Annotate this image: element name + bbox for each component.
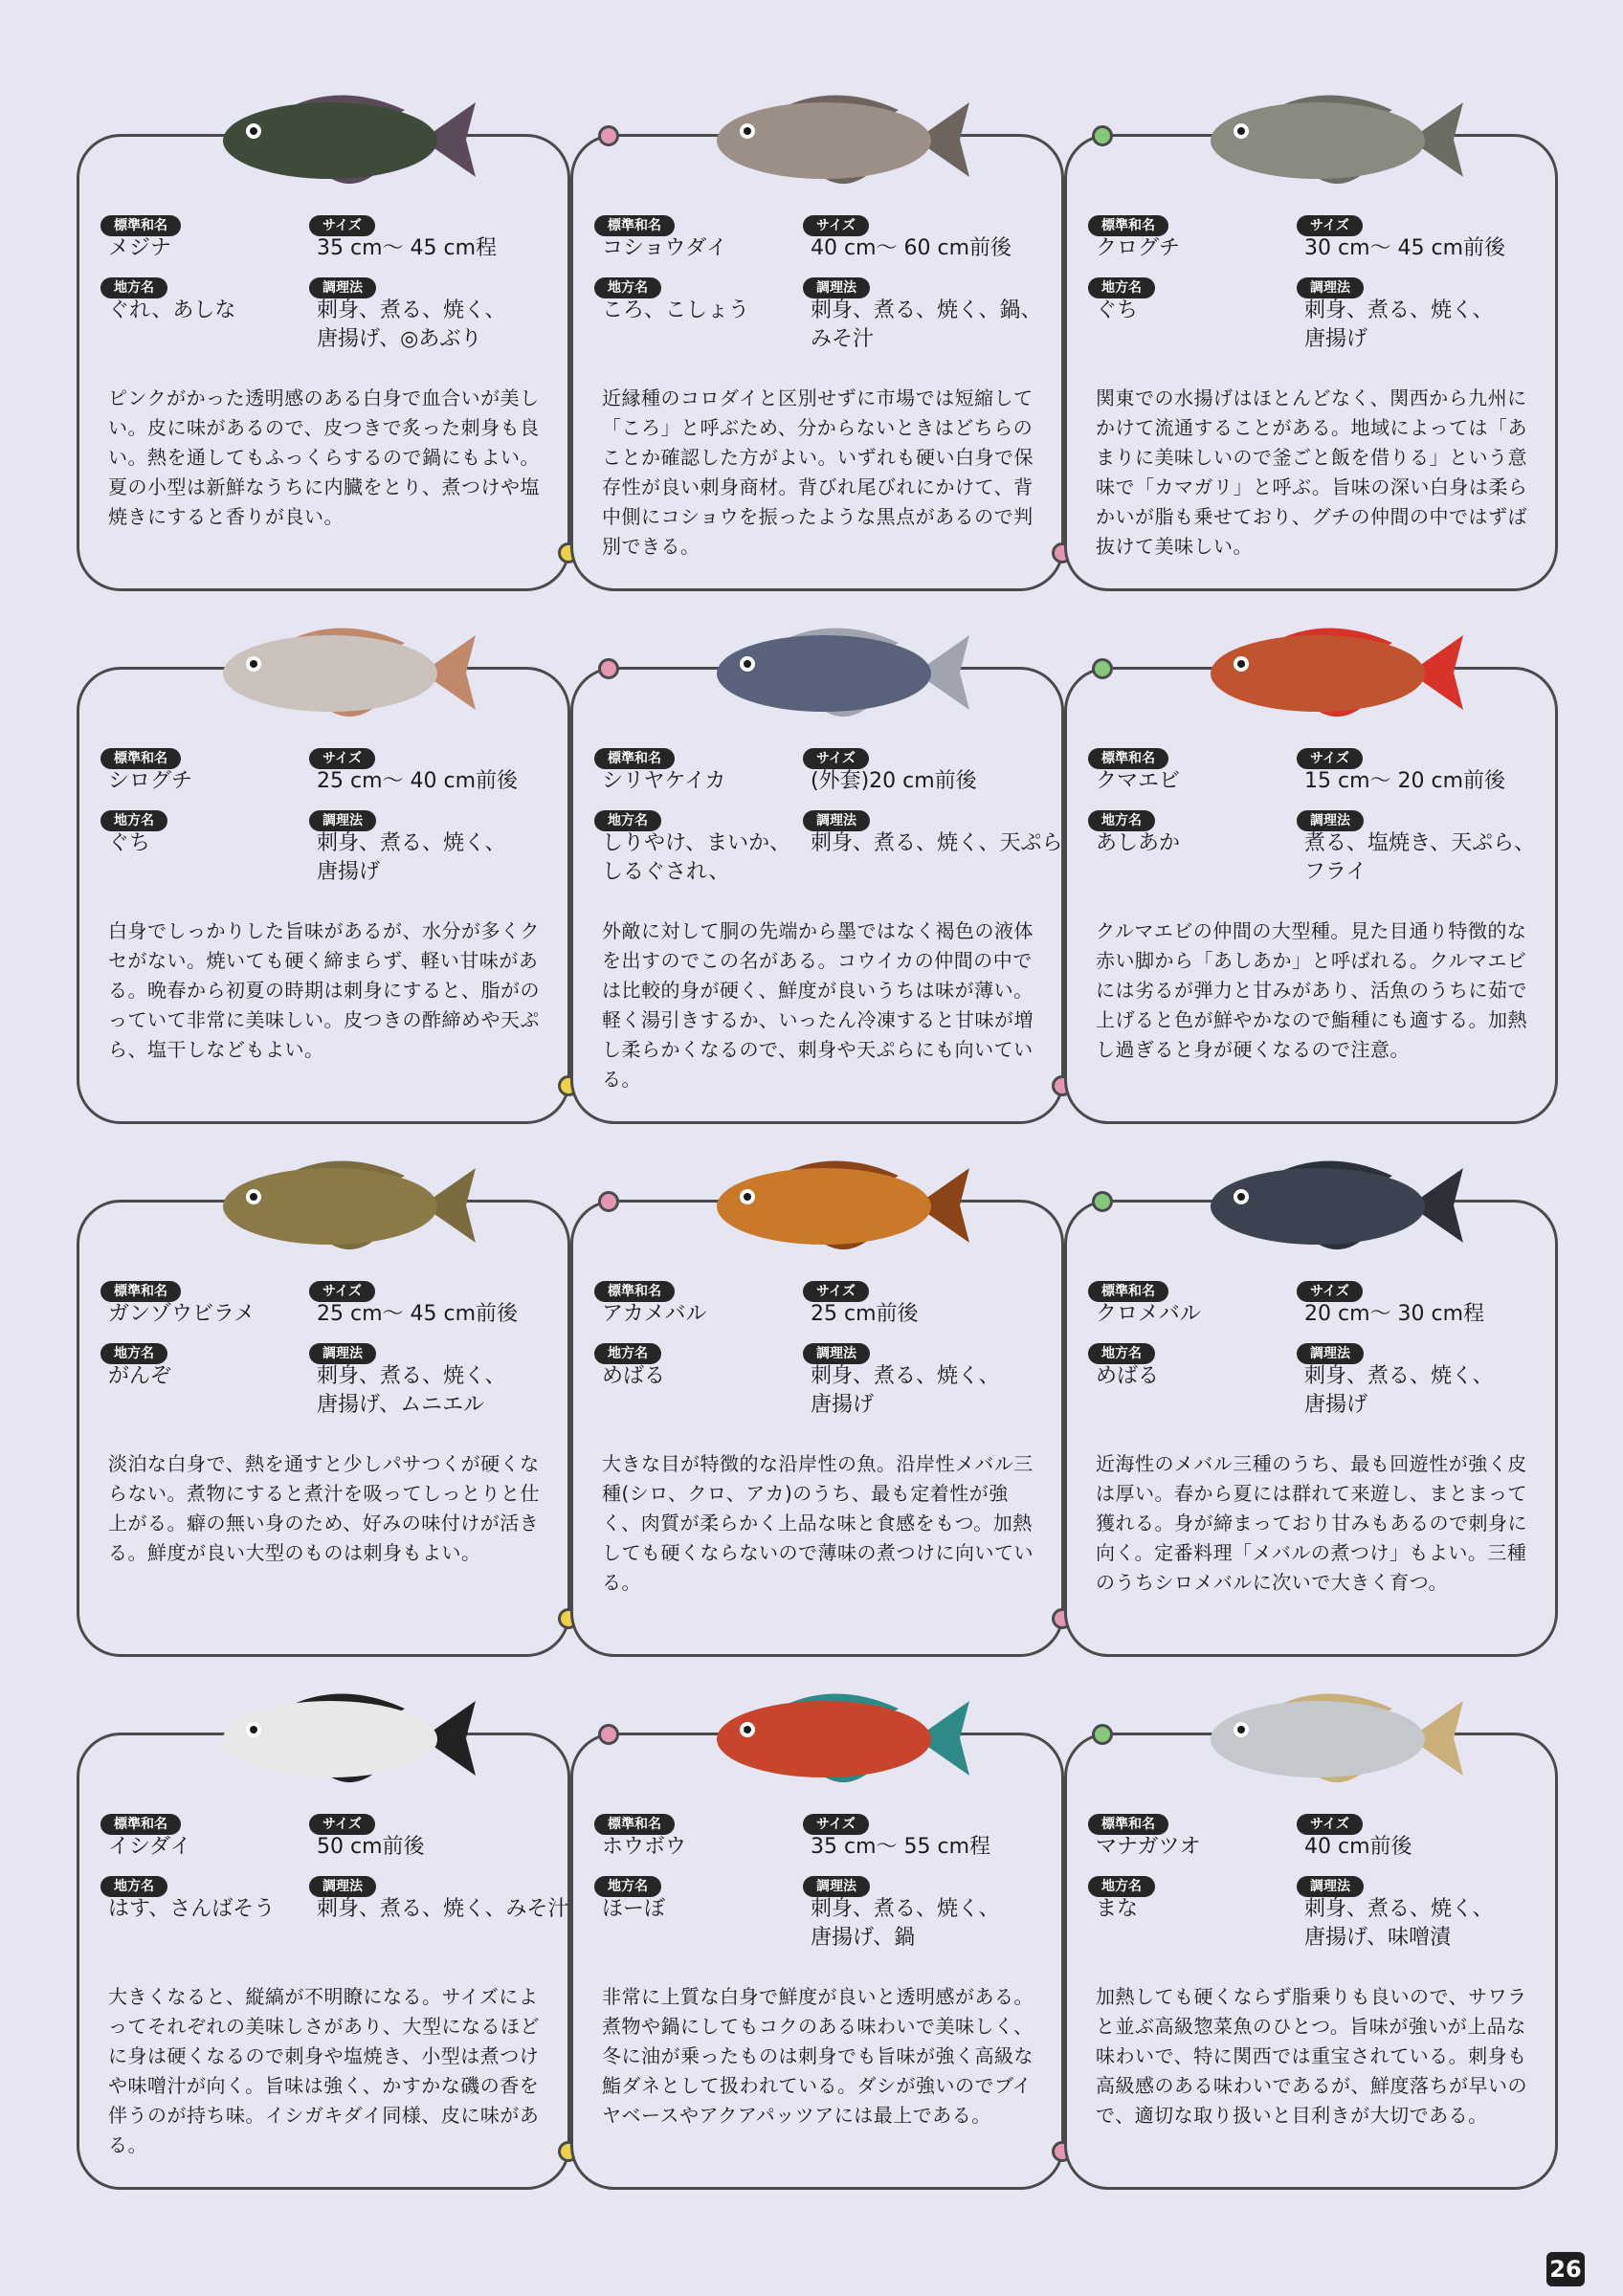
species-description: 関東での水揚げはほとんどなく、関西から九州にかけて流通することがある。地域によっては「あまりに美味しいので釜ごと飯を借りる」という意味で「カマガリ」と呼ぶ。旨味の深い白身は柔らかいが脂も乗せており、グチの仲間の中ではずば抜けて美味しい。 xyxy=(1096,386,1528,558)
standard-name-label: 標準和名 xyxy=(1088,215,1168,236)
standard-name-label: 標準和名 xyxy=(100,215,181,236)
page-number: 26 xyxy=(1546,2252,1585,2286)
corner-dot xyxy=(598,1724,619,1745)
species-description: 加熱しても硬くならず脂乗りも良いので、サワラと並ぶ高級惣菜魚のひとつ。旨味が強いが上品な味わいで、特に関西では重宝されている。刺身も高級感のある味わいであるが、鮮度落ちが早いので、適切な取り扱いと目利きが大切である。 xyxy=(1096,1985,1527,2127)
standard-name-label: 標準和名 xyxy=(1088,748,1168,769)
fish-illustration xyxy=(1191,74,1469,206)
fish-illustration xyxy=(1191,1672,1469,1804)
local-name-value: まな xyxy=(1096,1897,1139,1921)
local-name-label: 地方名 xyxy=(1088,277,1155,298)
species-description: 淡泊な白身で、熱を通すと少しパサつくが硬くならない。煮物にすると煮汁を吸ってしっとりと仕上がる。癖の無い身のため、好みの味付けが活きる。鮮度が良い大型のものは刺身もよい。 xyxy=(108,1452,540,1564)
local-name-label: 地方名 xyxy=(1088,810,1155,831)
species-description: 大きな目が特徴的な沿岸性の魚。沿岸性メバル三種(シロ、クロ、アカ)のうち、最も定着性が強く、肉質が柔らかく上品な味と食感をもつ。加熱しても硬くならないので薄味の煮つけに向いている。 xyxy=(602,1452,1034,1594)
species-description: 白身でしっかりした旨味があるが、水分が多くクセがない。焼いても硬く締まらず、軽い甘味がある。晩春から初夏の時期は刺身にすると、脂がのっていて非常に美味しい。皮つきの酢締めや天ぷら、塩干しなどもよい。 xyxy=(108,919,540,1061)
size-label: サイズ xyxy=(1297,748,1363,769)
size-label: サイズ xyxy=(803,748,869,769)
species-description: ピンクがかった透明感のある白身で血合いが美しい。皮に味があるので、皮つきで炙った刺身も良い。熱を通してもふっくらするので鍋にもよい。夏の小型は新鮮なうちに内臓をとり、煮つけや塩焼きにすると香りが良い。 xyxy=(108,386,540,528)
size-value: 40 cm～ 60 cm前後 xyxy=(811,236,1012,260)
species-photo xyxy=(1191,74,1469,206)
size-value: 25 cm～ 45 cm前後 xyxy=(317,1302,519,1326)
corner-dot xyxy=(598,125,619,146)
corner-dot xyxy=(1092,1724,1113,1745)
local-name-label: 地方名 xyxy=(1088,1876,1155,1897)
corner-dot xyxy=(598,658,619,679)
fish-illustration xyxy=(204,607,481,739)
size-value: 25 cm～ 40 cm前後 xyxy=(317,769,519,793)
corner-dot xyxy=(1092,658,1113,679)
cooking-value: 刺身、煮る、焼く、 唐揚げ xyxy=(317,831,506,884)
size-value: 25 cm前後 xyxy=(811,1302,919,1326)
fish-illustration xyxy=(204,74,481,206)
cooking-value: 刺身、煮る、焼く、 唐揚げ、味噌漬 xyxy=(1304,1897,1494,1950)
standard-name-label: 標準和名 xyxy=(1088,1814,1168,1835)
cooking-value: 刺身、煮る、焼く、天ぷら xyxy=(811,831,1063,855)
local-name-label: 地方名 xyxy=(100,1343,167,1364)
cooking-label: 調理法 xyxy=(309,1343,376,1364)
species-photo xyxy=(698,607,975,739)
cooking-label: 調理法 xyxy=(309,810,376,831)
cooking-label: 調理法 xyxy=(803,810,870,831)
size-label: サイズ xyxy=(309,215,375,236)
cooking-label: 調理法 xyxy=(309,277,376,298)
cooking-label: 調理法 xyxy=(309,1876,376,1897)
cooking-value: 刺身、煮る、焼く、みそ汁 xyxy=(317,1897,569,1921)
cooking-label: 調理法 xyxy=(1297,1343,1364,1364)
standard-name-value: マナガツオ xyxy=(1096,1835,1201,1859)
standard-name-label: 標準和名 xyxy=(100,1281,181,1302)
local-name-label: 地方名 xyxy=(100,1876,167,1897)
species-description: 非常に上質な白身で鮮度が良いと透明感がある。煮物や鍋にしてもコクのある味わいで美味しく、冬に油が乗ったものは刺身でも旨味が強く高級な鮨ダネとして扱われている。ダシが強いのでブイヤベースやアクアパッツアには最上である。 xyxy=(602,1985,1034,2127)
size-value: 50 cm前後 xyxy=(317,1835,425,1859)
species-photo xyxy=(698,1672,975,1804)
cooking-value: 刺身、煮る、焼く、 唐揚げ xyxy=(811,1364,1000,1417)
size-value: 20 cm～ 30 cm程 xyxy=(1304,1302,1485,1326)
local-name-value: はす、さんばそう xyxy=(108,1897,276,1921)
cooking-value: 煮る、塩焼き、天ぷら、 フライ xyxy=(1304,831,1536,884)
size-label: サイズ xyxy=(1297,215,1363,236)
local-name-value: めばる xyxy=(1096,1364,1160,1388)
size-value: 30 cm～ 45 cm前後 xyxy=(1304,236,1506,260)
fish-illustration xyxy=(698,1672,975,1804)
standard-name-value: クロメバル xyxy=(1096,1302,1201,1326)
species-card-4 xyxy=(77,667,570,1124)
species-card-8 xyxy=(570,1200,1064,1657)
size-value: 15 cm～ 20 cm前後 xyxy=(1304,769,1506,793)
local-name-label: 地方名 xyxy=(100,277,167,298)
corner-dot xyxy=(1092,1191,1113,1212)
local-name-label: 地方名 xyxy=(594,1343,661,1364)
species-card-6 xyxy=(1064,667,1558,1124)
cooking-label: 調理法 xyxy=(1297,1876,1364,1897)
species-photo xyxy=(204,1139,481,1271)
local-name-value: ほーぼ xyxy=(602,1897,666,1921)
standard-name-label: 標準和名 xyxy=(594,1814,675,1835)
species-card-11 xyxy=(570,1733,1064,2190)
cooking-value: 刺身、煮る、焼く、 唐揚げ xyxy=(1304,1364,1494,1417)
local-name-label: 地方名 xyxy=(594,1876,661,1897)
species-card-7 xyxy=(77,1200,570,1657)
species-description: 近海性のメバル三種のうち、最も回遊性が強く皮は厚い。春から夏には群れて来遊し、まとまって獲れる。身が締まっており甘みもあるので刺身に向く。定番料理「メバルの煮つけ」もよい。三種のうちシロメバルに次いで大きく育つ。 xyxy=(1096,1452,1527,1594)
standard-name-value: シログチ xyxy=(108,769,193,793)
size-label: サイズ xyxy=(803,1281,869,1302)
local-name-value: ぐち xyxy=(108,831,151,855)
size-value: 40 cm前後 xyxy=(1304,1835,1412,1859)
species-photo xyxy=(204,74,481,206)
standard-name-value: コショウダイ xyxy=(602,236,727,260)
species-description: 近縁種のコロダイと区別せずに市場では短縮して「ころ」と呼ぶため、分からないときはどちらのことか確認した方がよい。いずれも硬い白身で保存性が良い刺身商材。背びれ尾びれにかけて、背中側にコショウを振ったような黒点があるので判別できる。 xyxy=(602,386,1034,558)
size-value: 35 cm～ 45 cm程 xyxy=(317,236,498,260)
standard-name-value: クログチ xyxy=(1096,236,1181,260)
species-description: 外敵に対して胴の先端から墨ではなく褐色の液体を出すのでこの名がある。コウイカの仲間の中では比較的身が硬く、鮮度が良いうちは味が薄い。軽く湯引きするか、いったん冷凍すると甘味が増し柔らかくなるので、刺身や天ぷらにも向いている。 xyxy=(602,919,1034,1091)
cooking-value: 刺身、煮る、焼く、 唐揚げ、◎あぶり xyxy=(317,298,506,351)
fish-illustration xyxy=(698,1139,975,1271)
fish-illustration xyxy=(698,607,975,739)
cooking-value: 刺身、煮る、焼く、 唐揚げ xyxy=(1304,298,1494,351)
species-description: クルマエビの仲間の大型種。見た目通り特徴的な赤い脚から「あしあか」と呼ばれる。クルマエビには劣るが弾力と甘みがあり、活魚のうちに茹で上げると色が鮮やかなので鮨種にも適する。加熱し過ぎると身が硬くなるので注意。 xyxy=(1096,919,1527,1061)
local-name-value: ぐち xyxy=(1096,298,1139,322)
local-name-value: めばる xyxy=(602,1364,666,1388)
species-card-9 xyxy=(1064,1200,1558,1657)
species-photo xyxy=(1191,1672,1469,1804)
local-name-value: ぐれ、あしな xyxy=(108,298,236,322)
local-name-value: ころ、こしょう xyxy=(602,298,750,322)
standard-name-label: 標準和名 xyxy=(594,215,675,236)
species-photo xyxy=(204,1672,481,1804)
local-name-label: 地方名 xyxy=(1088,1343,1155,1364)
local-name-label: 地方名 xyxy=(594,810,661,831)
species-card-3 xyxy=(1064,134,1558,591)
cooking-label: 調理法 xyxy=(803,277,870,298)
cooking-value: 刺身、煮る、焼く、 唐揚げ、鍋 xyxy=(811,1897,1000,1950)
size-value: (外套)20 cm前後 xyxy=(811,769,977,793)
cooking-label: 調理法 xyxy=(803,1343,870,1364)
standard-name-label: 標準和名 xyxy=(1088,1281,1168,1302)
standard-name-label: 標準和名 xyxy=(100,1814,181,1835)
species-photo xyxy=(698,74,975,206)
standard-name-value: ホウボウ xyxy=(602,1835,687,1859)
size-label: サイズ xyxy=(309,1281,375,1302)
cooking-value: 刺身、煮る、焼く、鍋、 みそ汁 xyxy=(811,298,1042,351)
standard-name-value: ガンゾウビラメ xyxy=(108,1302,256,1326)
size-label: サイズ xyxy=(803,1814,869,1835)
species-card-2 xyxy=(570,134,1064,591)
species-photo xyxy=(204,607,481,739)
size-value: 35 cm～ 55 cm程 xyxy=(811,1835,991,1859)
species-card-5 xyxy=(570,667,1064,1124)
species-photo xyxy=(1191,607,1469,739)
corner-dot xyxy=(1092,125,1113,146)
corner-dot xyxy=(598,1191,619,1212)
size-label: サイズ xyxy=(1297,1814,1363,1835)
fish-illustration xyxy=(1191,607,1469,739)
fish-illustration xyxy=(204,1672,481,1804)
size-label: サイズ xyxy=(1297,1281,1363,1302)
local-name-value: がんぞ xyxy=(108,1364,172,1388)
local-name-label: 地方名 xyxy=(100,810,167,831)
size-label: サイズ xyxy=(309,748,375,769)
fish-illustration xyxy=(698,74,975,206)
fish-illustration xyxy=(1191,1139,1469,1271)
local-name-value: あしあか xyxy=(1096,831,1181,855)
standard-name-value: メジナ xyxy=(108,236,172,260)
species-description: 大きくなると、縦縞が不明瞭になる。サイズによってそれぞれの美味しさがあり、大型になるほどに身は硬くなるので刺身や塩焼き、小型は煮つけや味噌汁が向く。旨味は強く、かすかな磯の香を伴うのが持ち味。イシガキダイ同様、皮に味がある。 xyxy=(108,1985,540,2156)
size-label: サイズ xyxy=(803,215,869,236)
species-photo xyxy=(1191,1139,1469,1271)
cooking-label: 調理法 xyxy=(1297,810,1364,831)
size-label: サイズ xyxy=(309,1814,375,1835)
species-card-1 xyxy=(77,134,570,591)
species-photo xyxy=(698,1139,975,1271)
standard-name-value: イシダイ xyxy=(108,1835,191,1859)
species-card-12 xyxy=(1064,1733,1558,2190)
standard-name-value: シリヤケイカ xyxy=(602,769,726,793)
standard-name-label: 標準和名 xyxy=(100,748,181,769)
cooking-label: 調理法 xyxy=(1297,277,1364,298)
local-name-label: 地方名 xyxy=(594,277,661,298)
fish-illustration xyxy=(204,1139,481,1271)
cooking-value: 刺身、煮る、焼く、 唐揚げ、ムニエル xyxy=(317,1364,506,1417)
cooking-label: 調理法 xyxy=(803,1876,870,1897)
standard-name-label: 標準和名 xyxy=(594,748,675,769)
species-card-10 xyxy=(77,1733,570,2190)
standard-name-value: アカメバル xyxy=(602,1302,707,1326)
standard-name-value: クマエビ xyxy=(1096,769,1181,793)
local-name-value: しりやけ、まいか、 しるぐされ、 xyxy=(602,831,791,884)
standard-name-label: 標準和名 xyxy=(594,1281,675,1302)
